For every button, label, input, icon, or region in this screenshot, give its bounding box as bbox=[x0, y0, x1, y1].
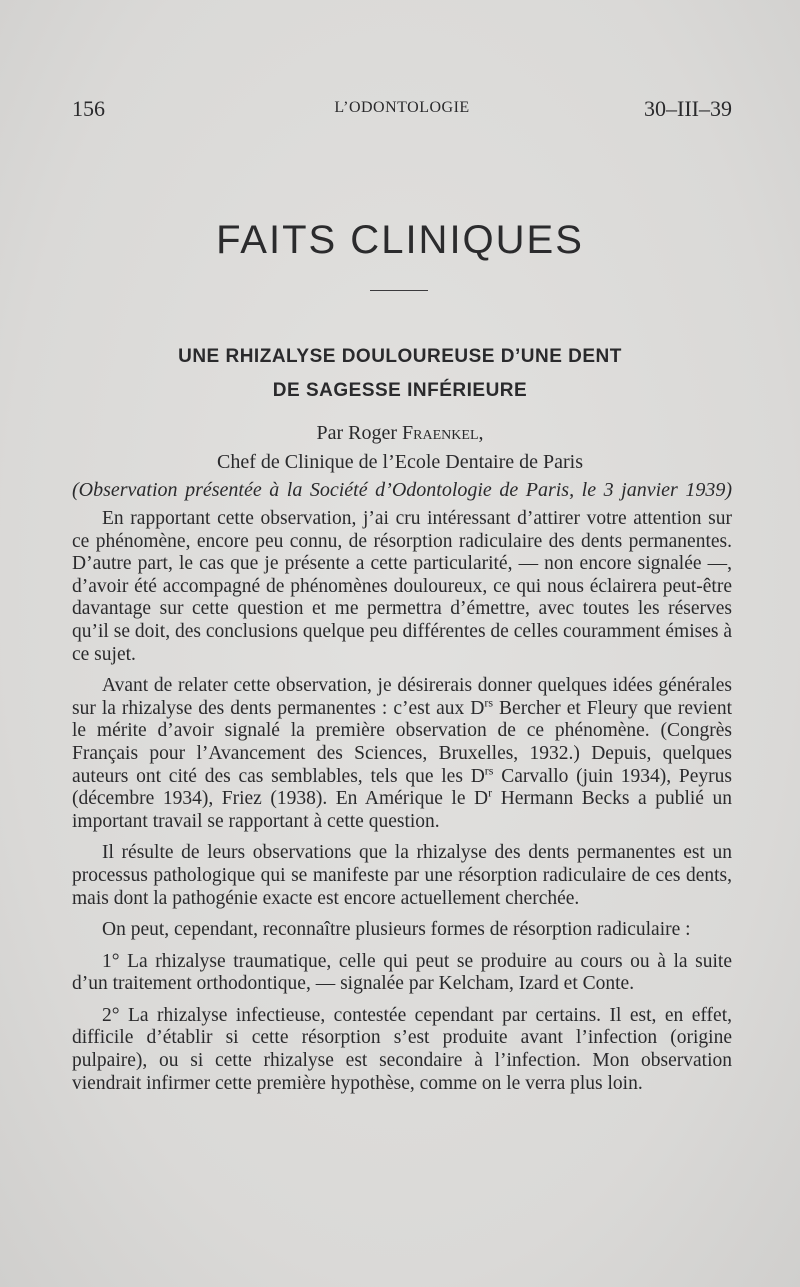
presentation-note: (Observation présentée à la Société d’Odontologie de Paris, le 3 janvier 1939) bbox=[72, 479, 732, 501]
author-surname: Fraenkel bbox=[402, 422, 479, 444]
paragraph-3: Il résulte de leurs observations que la rhizalyse des dents permanentes est un processus pathologique qui se manifeste par une résorption radiculaire de ces dents, mais dont la pathogénie exacte est encore actuellement cherchée. bbox=[72, 842, 732, 909]
section-title: FAITS CLINIQUES bbox=[216, 218, 584, 262]
paragraph-1: En rapportant cette observation, j’ai cru intéressant d’attirer votre attention sur ce phénomène, encore peu connu, de résorption radiculaire des dents permanentes. D’autre part, le cas que je présente a cette particularité, — non encore signalée —, d’avoir été accompagné de phénomènes douloureux, ce qui nous éclairera peut-être davantage sur cette question et me permettra d’émettre, avec toutes les réserves qu’il se doit, des conclusions quelque peu différentes de celles couramment émises à ce sujet. bbox=[72, 508, 732, 665]
paragraph-2 bbox=[72, 675, 732, 833]
paragraph-2-part-d: Hermann Becks a publié un important travail se rapportant à cette question. bbox=[72, 788, 732, 832]
paragraph-5: 1° La rhizalyse traumatique, celle qui peut se produire au cours ou à la suite d’un traitement orthodontique, — signalée par Kelcham, Izard et Conte. bbox=[72, 950, 732, 995]
title-divider bbox=[370, 290, 428, 291]
running-header bbox=[72, 96, 732, 126]
issue-date: 30–III–39 bbox=[644, 96, 732, 121]
paragraph-2-part-a: Avant de relater cette observation, je désirerais donner quelques idées générales sur la rhizalyse des dents permanentes : c’est aux D bbox=[72, 675, 732, 719]
journal-name: L’ODONTOLOGIE bbox=[334, 99, 470, 116]
author-suffix: , bbox=[478, 422, 484, 444]
superscript-drs-2: rs bbox=[484, 763, 494, 778]
paragraph-2-part-c: Carvallo (juin 1934), Peyrus (décembre 1934), Friez (1938). En Amérique le D bbox=[72, 765, 732, 810]
paragraph-2-part-b: Bercher et Fleury que revient le mérite d’avoir signalé la première observation de ce phénomène. (Congrès Français pour l’Avancement des Sciences, Bruxelles, 1932.) Depuis, quelques auteurs ont cité des cas semblables, tels que les D bbox=[72, 697, 732, 787]
article-body bbox=[72, 508, 732, 1104]
author-line bbox=[0, 422, 800, 445]
paragraph-6: 2° La rhizalyse infectieuse, contestée cependant par certains. Il est, en effet, difficile d’établir si cette résorption s’est produite avant l’infection (origine pulpaire), ou si cette rhizalyse est secondaire à l’infection. Mon observation viendrait infirmer cette première hypothèse, comme on le verra plus loin. bbox=[72, 1004, 732, 1094]
page-number: 156 bbox=[72, 96, 105, 121]
article-title-line2: DE SAGESSE INFÉRIEURE bbox=[272, 380, 528, 401]
author-affiliation: Chef de Clinique de l’Ecole Dentaire de Paris bbox=[217, 451, 583, 473]
superscript-drs-1: rs bbox=[484, 695, 494, 710]
paragraph-4: On peut, cependant, reconnaître plusieurs formes de résorption radiculaire : bbox=[102, 919, 691, 941]
author-prefix: Par Roger bbox=[316, 422, 403, 444]
article-title-line1: UNE RHIZALYSE DOULOUREUSE D’UNE DENT bbox=[178, 346, 622, 367]
superscript-dr: r bbox=[488, 785, 493, 800]
